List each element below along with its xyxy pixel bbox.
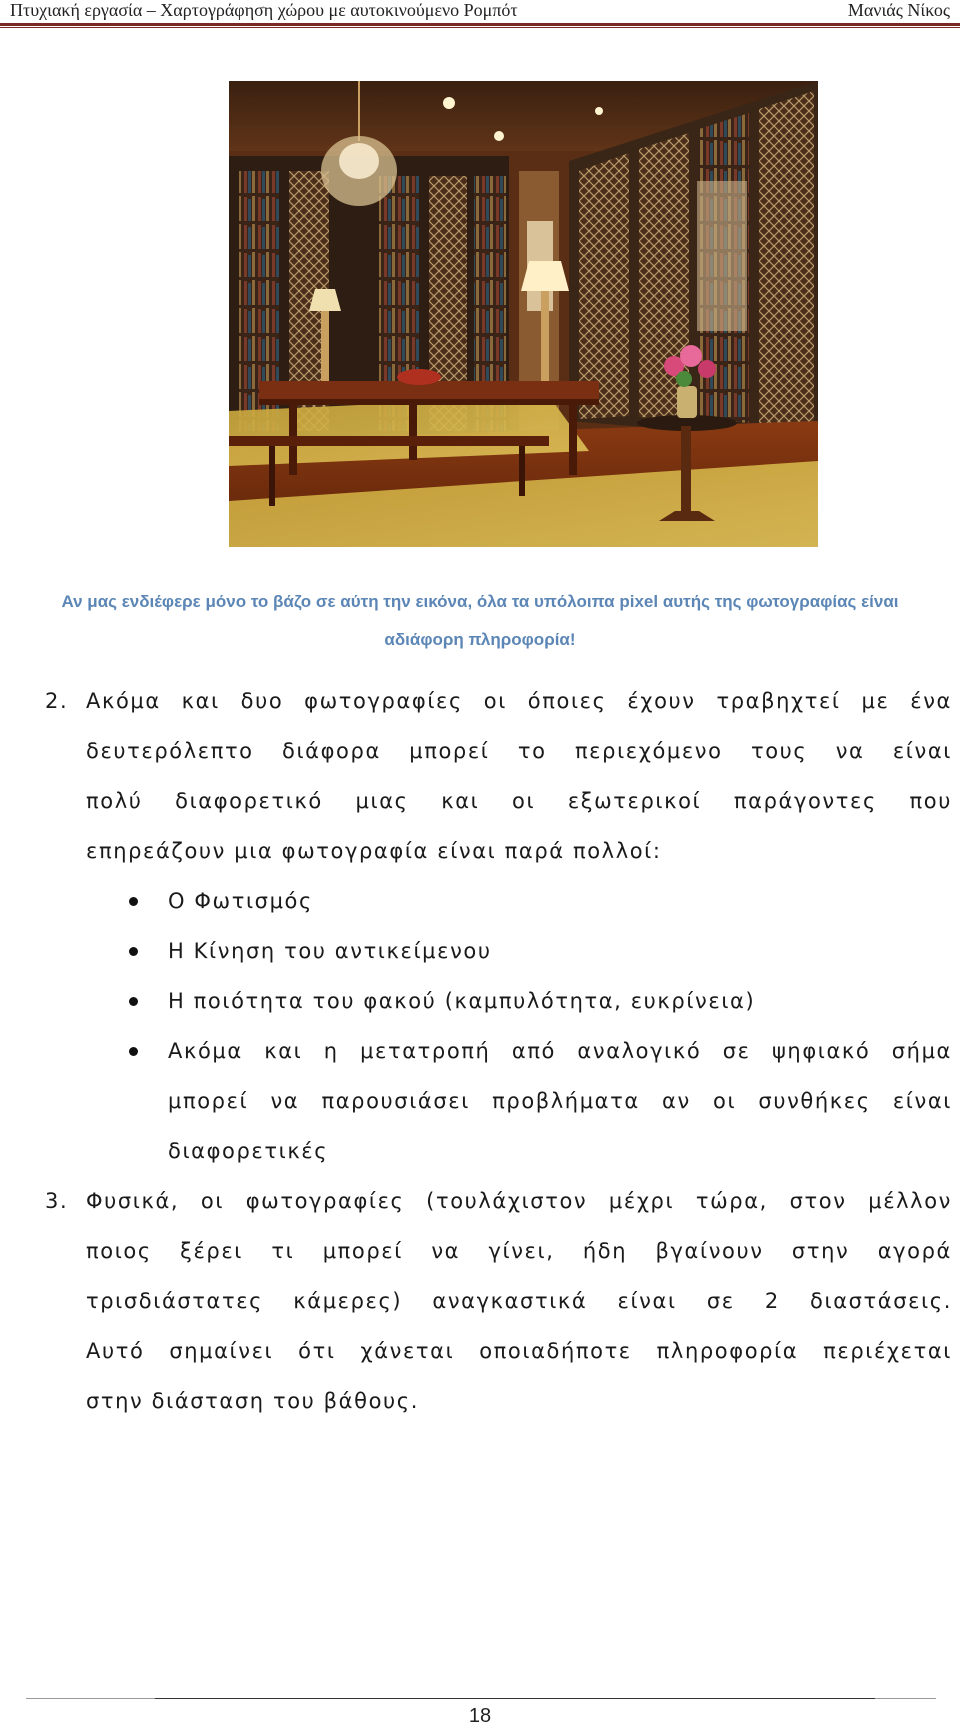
caption-line-1: Αν μας ενδιέφερε μόνο το βάζο σε αύτη την εικόνα, όλα τα υπόλοιπα pixel αυτής της φωτογραφίας είναι [61,592,899,611]
line-text: Φυσικά, οι φωτογραφίες (τουλάχιστον μέχρι τώρα, στον μέλλον [86,1189,952,1213]
list-item-2-line-4: επηρεάζουν μια φωτογραφία είναι παρά πολλοί: [86,839,662,863]
bullet-item-conversion-line-1 [168,1026,952,1076]
library-photo [229,81,818,547]
list-item-2-line-2 [86,726,952,776]
line-text: Ακόμα και η μετατροπή από αναλογικό σε ψηφιακό σήμα [168,1039,952,1063]
list-item-3-line-2 [86,1226,952,1276]
figure-caption [20,583,940,659]
bullet-icon [129,997,138,1006]
page-header [0,0,960,32]
thesis-title: Πτυχιακή εργασία – Χαρτογράφηση χώρου με αυτοκινούμενο Ρομπότ [10,0,518,20]
list-item-3-line-4 [86,1326,952,1376]
bullet-icon [129,947,138,956]
caption-line-2: αδιάφορη πληροφορία! [384,630,576,649]
line-text: τρισδιάστατες κάμερες) αναγκαστικά είναι σε 2 διαστάσεις. [86,1289,952,1313]
list-number-3: 3. [45,1189,69,1213]
bullet-icon [129,897,138,906]
line-text: μπορεί να παρουσιάσει προβλήματα αν οι συνθήκες είναι [168,1089,952,1113]
bullet-item-conversion-line-3: διαφορετικές [168,1139,329,1163]
list-item-3-line-3 [86,1276,952,1326]
line-text: Αυτό σημαίνει ότι χάνεται οποιαδήποτε πληροφορία περιέχεται [86,1339,952,1363]
bullet-item-lens: Η ποιότητα του φακού (καμπυλότητα, ευκρίνεια) [168,989,756,1013]
line-text: πολύ διαφορετικό μιας και οι εξωτερικοί παράγοντες που [86,789,952,813]
list-item-2-line-3 [86,776,952,826]
line-text: Ακόμα και δυο φωτογραφίες οι όποιες έχουν τραβηχτεί με ένα [86,689,952,713]
list-number-2: 2. [45,689,69,713]
bullet-icon [129,1047,138,1056]
list-item-3-line-1 [86,1176,952,1226]
bullet-item-lighting: Ο Φωτισμός [168,889,313,913]
footer-rule-center [155,1698,875,1699]
list-item-3-line-5: στην διάσταση του βάθους. [86,1389,419,1413]
author-name: Μανιάς Νίκος [847,0,950,20]
header-rule-thick [0,23,960,26]
line-text: δευτερόλεπτο διάφορα μπορεί το περιεχόμενο τους να είναι [86,739,952,763]
bullet-item-conversion-line-2 [168,1076,952,1126]
header-rule-thin [0,27,960,28]
page-number: 18 [468,1705,492,1727]
bullet-item-motion: Η Κίνηση του αντικείμενου [168,939,492,963]
list-item-2-line-1 [86,676,952,726]
library-photo-illustration [229,81,818,547]
line-text: ποιος ξέρει τι μπορεί να γίνει, ήδη βγαίνουν στην αγορά [86,1239,952,1263]
